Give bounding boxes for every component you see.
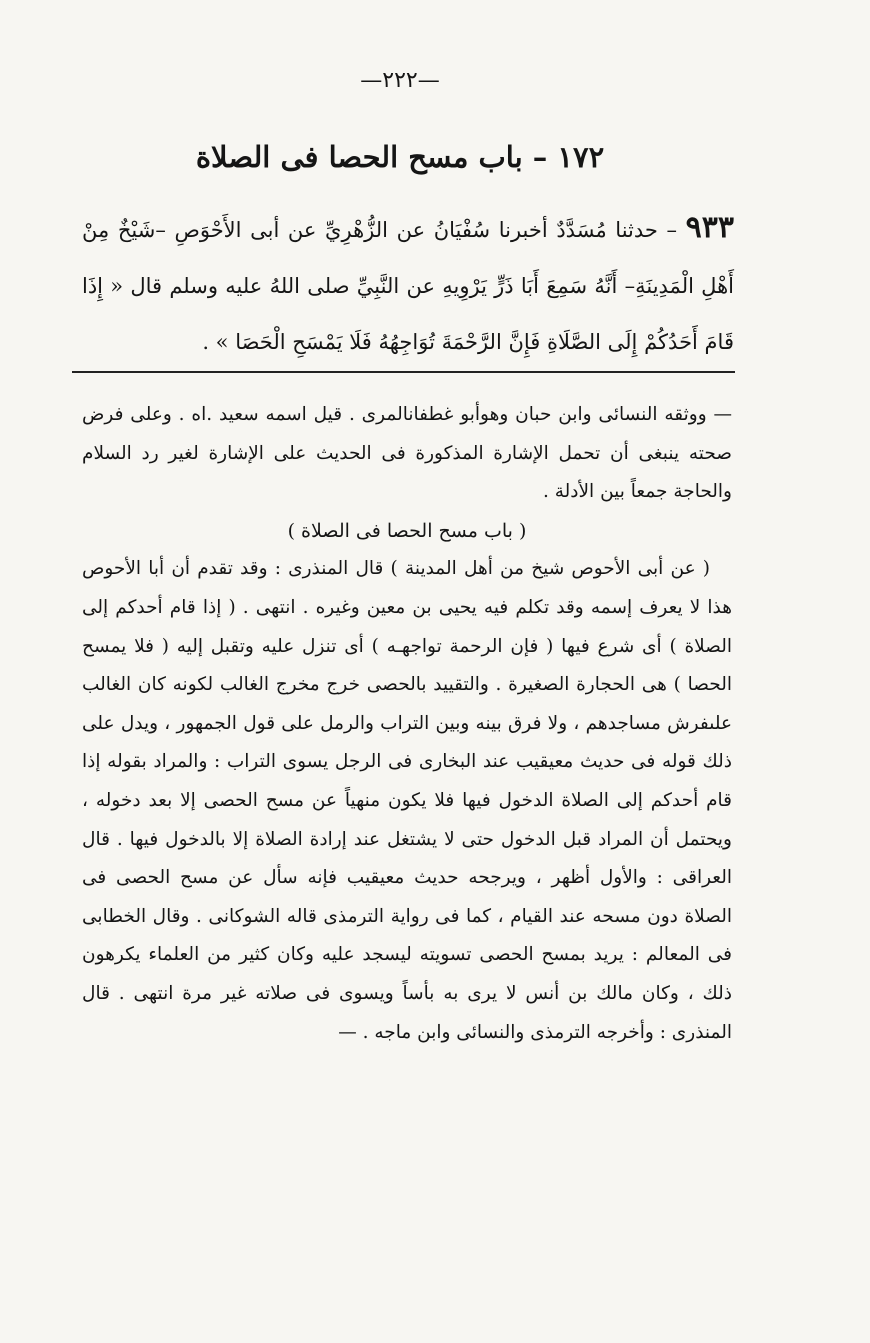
chapter-title: ١٧٢ – باب مسح الحصا فى الصلاة: [195, 140, 605, 174]
commentary-block: [82, 396, 732, 1052]
hadith-number: ٩٣٣: [685, 210, 734, 245]
hadith-text-block: [82, 200, 734, 370]
commentary-paragraph-2: ( عن أبى الأحوص شيخ من أهل المدينة ) قال المنذرى : وقد تقدم أن أبا الأحوص هذا لا يعرف إسمه وقد تكلم فيه يحيى بن معين وغيره . انتهى . ( إذا قام أحدكم إلى الصلاة ) أى شرع فيها ( فإن الرحمة تواجهـه ) أى تنزل عليه وتقبل إليه ( فلا يمسح الحصا ) هى الحجارة الصغيرة . والتقييد بالحصى خرج مخرج الغالب لكونه كان الغالب علىفرش مساجدهم ، ولا فرق بينه وبين التراب والرمل على قول الجمهور ، ويدل على ذلك قوله فى حديث معيقيب عند البخارى فى الرجل يسوى التراب : والمراد بقوله إذا قام أحدكم إلى الصلاة الدخول فيها فلا يكون منهياً عن مسح الحصى إلا بعد دخوله ، ويحتمل أن المراد قبل الدخول حتى لا يشتغل عند إرادة الصلاة إلا بالدخول فيها . قال العراقى : والأول أظهر ، ويرجحه حديث معيقيب فإنه سأل عن مسح الحصى فى الصلاة دون مسحه عند القيام ، كما فى رواية الترمذى قاله الشوكانى . وقال الخطابى فى المعالم : يريد بمسح الحصى تسويته ليسجد عليه وكان كثير من العلماء يكرهون ذلك ، وكان مالك بن أنس لا يرى به بأساً ويسوى فى صلاته غير مرة انتهى . قال المنذرى : وأخرجه الترمذى والنسائى وابن ماجه . —: [82, 558, 733, 1043]
page-number: —٢٢٢—: [360, 68, 440, 93]
section-divider: [72, 371, 735, 373]
hadith-text: – حدثنا مُسَدَّدٌ أخبرنا سُفْيَانُ عن الزُّهْرِيِّ عن أبى الأَحْوَصِ –شَيْخٌ مِنْ أَهْلِ الْمَدِينَةِ– أَنَّهُ سَمِعَ أَبَا ذَرٍّ يَرْوِيهِ عن النَّبِيِّ صلى اللهُ عليه وسلم قال « إِذَا قَامَ أَحَدُكُمْ إِلَى الصَّلَاةِ فَإِنَّ الرَّحْمَةَ تُوَاجِهُهُ فَلَا يَمْسَحِ الْحَصَا » .: [82, 218, 734, 354]
commentary-paragraph-1: — ووثقه النسائى وابن حبان وهوأبو غطفانالمرى . قيل اسمه سعيد .اه . وعلى فرض صحته ينبغى أن تحمل الإشارة المذكورة فى الحديث على الإشارة لغير رد السلام والحاجة جمعاً بين الأدلة .: [82, 404, 732, 503]
commentary-sub-heading: ( باب مسح الحصا فى الصلاة ): [287, 519, 527, 542]
